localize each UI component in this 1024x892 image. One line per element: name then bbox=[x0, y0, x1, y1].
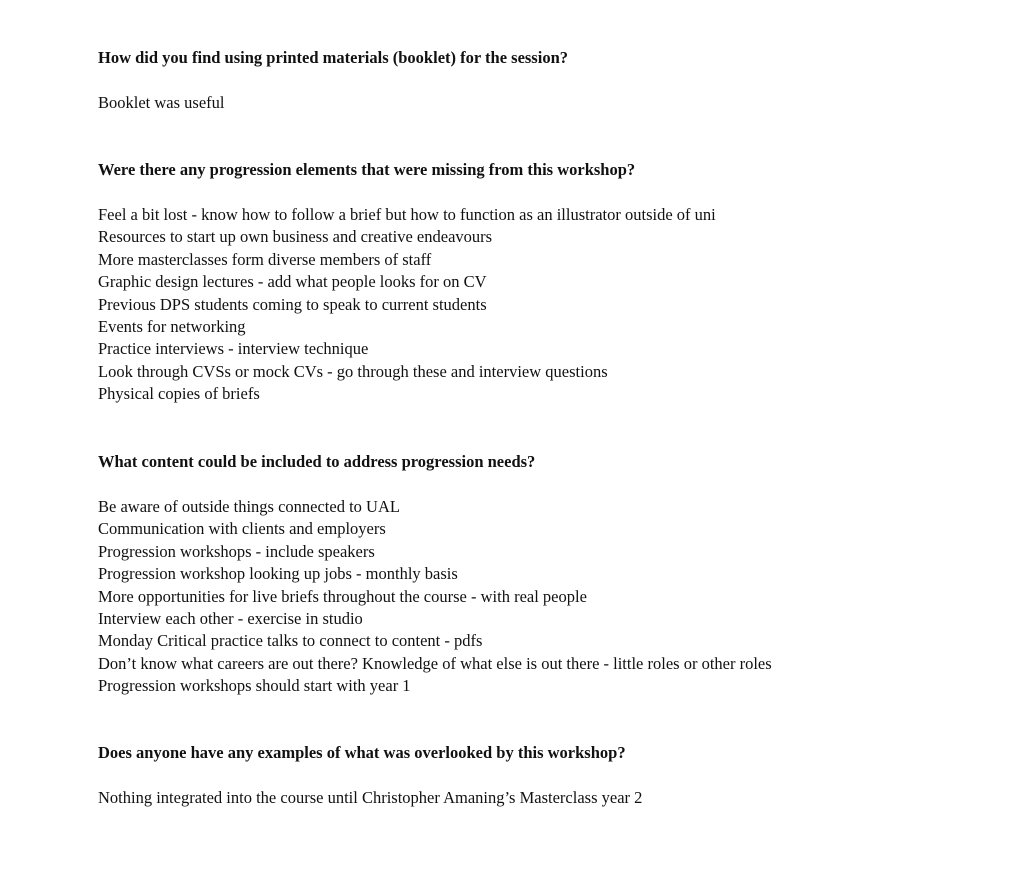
answer-list bbox=[98, 204, 716, 406]
answer-list bbox=[98, 787, 642, 809]
answer-item: Interview each other - exercise in studio bbox=[98, 609, 363, 629]
question-heading: What content could be included to address progression needs? bbox=[98, 452, 536, 471]
answer-item: Physical copies of briefs bbox=[98, 384, 260, 404]
question-heading: Were there any progression elements that were missing from this workshop? bbox=[98, 160, 636, 179]
answer-item: Booklet was useful bbox=[98, 93, 225, 112]
answer-item: More masterclasses form diverse members of staff bbox=[98, 249, 432, 269]
answer-list bbox=[98, 496, 772, 698]
answer-item: Look through CVSs or mock CVs - go through these and interview questions bbox=[98, 361, 608, 381]
answer-item: Be aware of outside things connected to UAL bbox=[98, 497, 400, 516]
answer-item: Progression workshops should start with year 1 bbox=[98, 676, 411, 696]
answer-item: Resources to start up own business and creative endeavours bbox=[98, 227, 493, 247]
answer-item: Communication with clients and employers bbox=[98, 519, 386, 539]
answer-item: Nothing integrated into the course until Christopher Amaning’s Masterclass year 2 bbox=[98, 788, 643, 807]
answer-item: Don’t know what careers are out there? Knowledge of what else is out there - little roles or other roles bbox=[98, 653, 772, 673]
answer-item: Feel a bit lost - know how to follow a brief but how to function as an illustrator outside of uni bbox=[98, 205, 716, 224]
answer-item: Progression workshop looking up jobs - monthly basis bbox=[98, 564, 458, 584]
answer-list bbox=[98, 92, 224, 114]
question-heading: How did you find using printed materials (booklet) for the session? bbox=[98, 48, 568, 67]
answer-item: Events for networking bbox=[98, 317, 246, 337]
answer-item: Progression workshops - include speakers bbox=[98, 541, 375, 561]
answer-item: Practice interviews - interview technique bbox=[98, 339, 369, 359]
answer-item: Previous DPS students coming to speak to current students bbox=[98, 294, 487, 314]
answer-item: More opportunities for live briefs throughout the course - with real people bbox=[98, 586, 587, 606]
answer-item: Graphic design lectures - add what people looks for on CV bbox=[98, 272, 487, 292]
answer-item: Monday Critical practice talks to connect to content - pdfs bbox=[98, 631, 483, 651]
question-heading: Does anyone have any examples of what was overlooked by this workshop? bbox=[98, 743, 626, 762]
